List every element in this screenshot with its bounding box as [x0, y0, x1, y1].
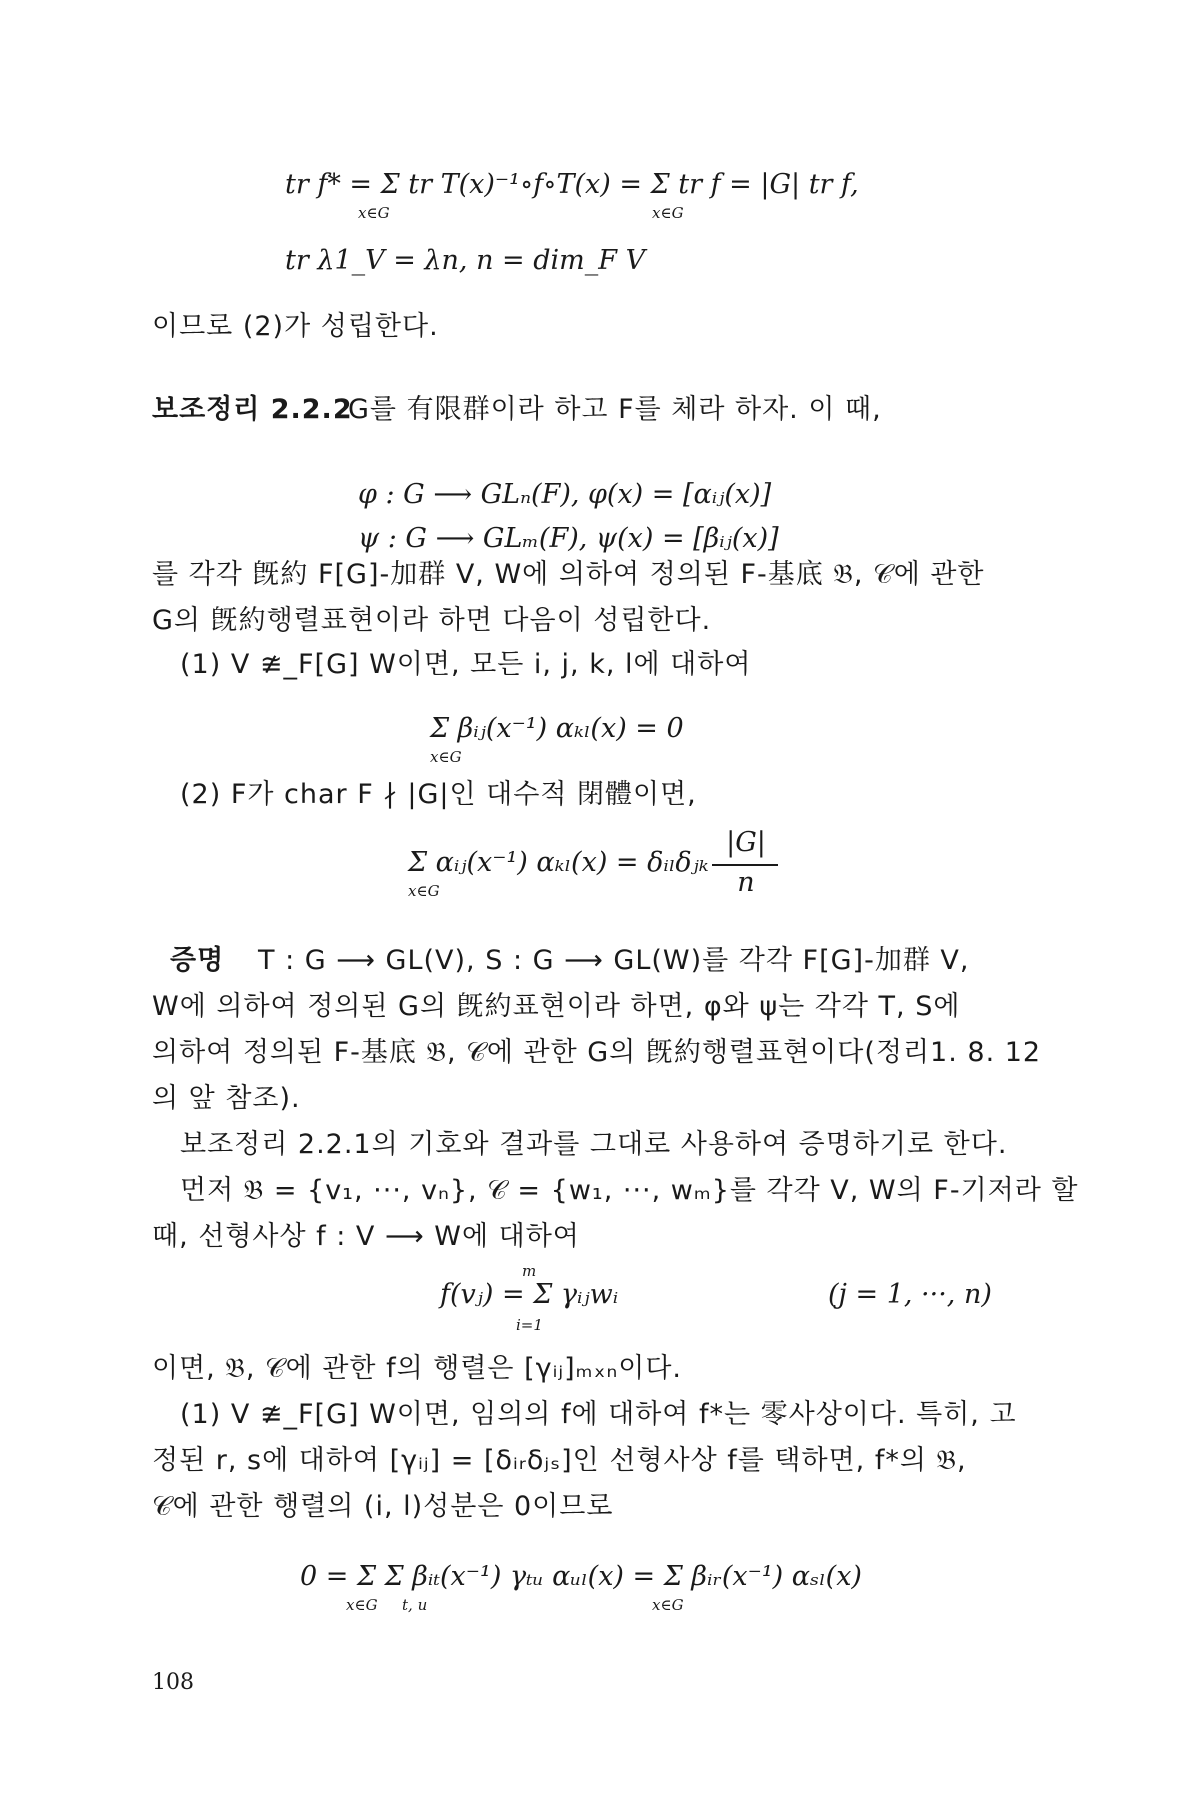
- lemma-item-2: (2) F가 char F ∤ |G|인 대수적 閉體이면,: [180, 779, 697, 810]
- equation-orthogonality-zero: Σ βᵢⱼ(x⁻¹) αₖₗ(x) = 0: [430, 713, 684, 744]
- lemma-item-1: (1) V ≇_F[G] W이면, 모든 i, j, k, l에 대하여: [180, 649, 752, 680]
- proof-text-line: 의하여 정의된 F-基底 𝔅, 𝒞에 관한 G의 旣約행렬표현이다(정리1. 8. 12: [152, 1037, 1042, 1068]
- proof-text-line: 정된 r, s에 대하여 [γᵢⱼ] = [δᵢᵣδⱼₛ]인 선형사상 f를 택하면, f*의 𝔅,: [152, 1445, 967, 1476]
- proof-text-line: 의 앞 참조).: [152, 1083, 301, 1114]
- sum-lower-limit: i=1: [516, 1316, 543, 1334]
- sum-subscript: x∈G: [346, 1596, 378, 1614]
- sum-subscript: t, u: [402, 1596, 428, 1614]
- fraction-numerator: |G|: [726, 827, 766, 858]
- proof-label: 증명: [170, 945, 225, 976]
- sum-subscript: x∈G: [408, 882, 440, 900]
- sum-subscript: x∈G: [652, 1596, 684, 1614]
- lemma-body-line: G의 旣約행렬표현이라 하면 다음이 성립한다.: [152, 605, 712, 636]
- equation-psi: ψ : G ⟶ GLₘ(F), ψ(x) = [βᵢⱼ(x)]: [358, 523, 779, 554]
- sum-subscript: x∈G: [358, 204, 390, 222]
- lemma-statement: G를 有限群이라 하고 F를 체라 하자. 이 때,: [348, 394, 882, 425]
- equation-orthogonality-delta: Σ αᵢⱼ(x⁻¹) αₖₗ(x) = δᵢₗδⱼₖ: [408, 847, 709, 878]
- page-number: 108: [152, 1670, 194, 1695]
- proof-text-line: 이면, 𝔅, 𝒞에 관한 f의 행렬은 [γᵢⱼ]ₘₓₙ이다.: [152, 1353, 682, 1384]
- paragraph-2-holds: 이므로 (2)가 성립한다.: [152, 311, 439, 342]
- lemma-body-line: 를 각각 旣約 F[G]-加群 V, W에 의하여 정의된 F-基底 𝔅, 𝒞에 관한: [152, 559, 985, 590]
- proof-text-line: W에 의하여 정의된 G의 旣約표현이라 하면, φ와 ψ는 각각 T, S에: [152, 991, 961, 1022]
- proof-text-line: 먼저 𝔅 = {v₁, ···, vₙ}, 𝒞 = {w₁, ···, wₘ}를 각각 V, W의 F-기저라 할: [180, 1175, 1079, 1206]
- equation-linear-map: f(vⱼ) = Σ γᵢⱼwᵢ: [440, 1279, 619, 1310]
- proof-text-line: 때, 선형사상 f : V ⟶ W에 대하여: [152, 1221, 580, 1252]
- proof-text-line: 𝒞에 관한 행렬의 (i, l)성분은 0이므로: [152, 1491, 614, 1522]
- equation-index-range: (j = 1, ···, n): [828, 1279, 992, 1310]
- proof-text-line: T : G ⟶ GL(V), S : G ⟶ GL(W)를 각각 F[G]-加群 V,: [258, 945, 970, 976]
- sum-subscript: x∈G: [430, 748, 462, 766]
- sum-subscript: x∈G: [652, 204, 684, 222]
- fraction-denominator: n: [737, 867, 755, 898]
- proof-text-line: (1) V ≇_F[G] W이면, 임의의 f에 대하여 f*는 零사상이다. 특히, 고: [180, 1399, 1017, 1430]
- equation-trace-scalar: tr λ1_V = λn, n = dim_F V: [285, 245, 646, 276]
- equation-trace-f-star: tr f* = Σ tr T(x)⁻¹∘f∘T(x) = Σ tr f = |G| tr f,: [285, 169, 859, 200]
- equation-final: 0 = Σ Σ βᵢₜ(x⁻¹) γₜᵤ αᵤₗ(x) = Σ βᵢᵣ(x⁻¹) αₛₗ(x): [300, 1561, 862, 1592]
- lemma-label: 보조정리 2.2.2: [152, 394, 353, 425]
- equation-phi: φ : G ⟶ GLₙ(F), φ(x) = [αᵢⱼ(x)]: [358, 479, 772, 510]
- proof-text-line: 보조정리 2.2.1의 기호와 결과를 그대로 사용하여 증명하기로 한다.: [180, 1129, 1008, 1160]
- sum-upper-limit: m: [522, 1262, 537, 1280]
